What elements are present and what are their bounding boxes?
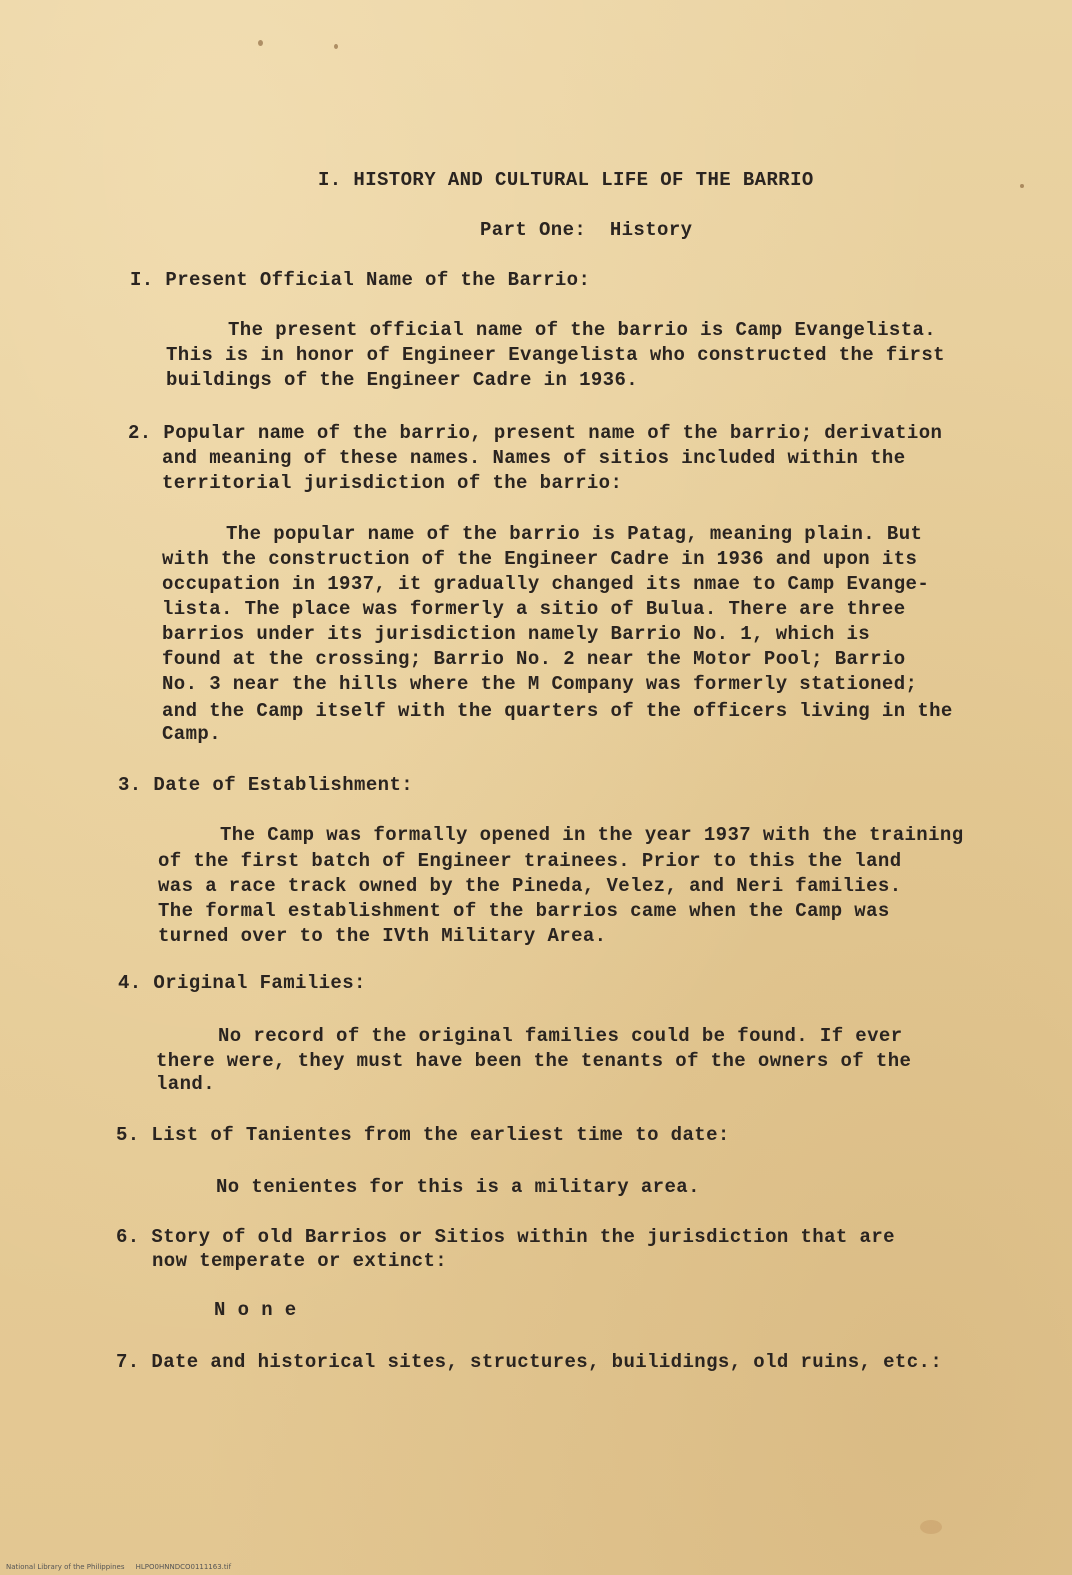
- section-2-text-line: and the Camp itself with the quarters of the officers living in the: [162, 700, 953, 722]
- section-6-heading: now temperate or extinct:: [152, 1250, 448, 1272]
- stain-mark: [1020, 184, 1024, 188]
- section-2-text-line: Camp.: [162, 723, 222, 745]
- section-2-heading: and meaning of these names. Names of sitios included within the: [162, 447, 906, 469]
- section-2-text-line: lista. The place was formerly a sitio of Bulua. There are three: [162, 598, 906, 620]
- section-2-heading: territorial jurisdiction of the barrio:: [162, 472, 623, 494]
- section-2-text-line: with the construction of the Engineer Cadre in 1936 and upon its: [162, 548, 918, 570]
- section-6-text-line: N o n e: [214, 1299, 297, 1321]
- section-5-heading: 5. List of Tanientes from the earliest time to date:: [116, 1124, 730, 1146]
- section-6-heading: 6. Story of old Barrios or Sitios within the jurisdiction that are: [116, 1226, 895, 1248]
- stain-mark: [334, 44, 338, 49]
- section-3-text-line: The Camp was formally opened in the year 1937 with the training: [220, 824, 964, 846]
- section-3-text-line: The formal establishment of the barrios came when the Camp was: [158, 900, 890, 922]
- section-2-heading: 2. Popular name of the barrio, present name of the barrio; derivation: [128, 422, 943, 444]
- section-5-text-line: No tenientes for this is a military area.: [216, 1176, 700, 1198]
- section-3-heading: 3. Date of Establishment:: [118, 774, 414, 796]
- stain-mark: [258, 40, 263, 46]
- section-1-text-line: This is in honor of Engineer Evangelista who constructed the first: [166, 344, 945, 366]
- stain-mark: [920, 1520, 942, 1534]
- section-2-text-line: No. 3 near the hills where the M Company was formerly stationed;: [162, 673, 918, 695]
- page-subtitle: Part One: History: [480, 219, 693, 241]
- section-4-text-line: land.: [156, 1073, 216, 1095]
- section-2-text-line: The popular name of the barrio is Patag, meaning plain. But: [226, 523, 923, 545]
- section-3-text-line: turned over to the IVth Military Area.: [158, 925, 607, 947]
- section-2-text-line: found at the crossing; Barrio No. 2 near the Motor Pool; Barrio: [162, 648, 906, 670]
- section-4-text-line: there were, they must have been the tenants of the owners of the: [156, 1050, 912, 1072]
- section-4-text-line: No record of the original families could be found. If ever: [218, 1025, 903, 1047]
- section-1-text-line: The present official name of the barrio is Camp Evangelista.: [228, 319, 937, 341]
- page-title: I. HISTORY AND CULTURAL LIFE OF THE BARRIO: [318, 169, 814, 191]
- section-3-text-line: was a race track owned by the Pineda, Velez, and Neri families.: [158, 875, 902, 897]
- section-2-text-line: occupation in 1937, it gradually changed its nmae to Camp Evange-: [162, 573, 930, 595]
- section-3-text-line: of the first batch of Engineer trainees. Prior to this the land: [158, 850, 902, 872]
- section-4-heading: 4. Original Families:: [118, 972, 366, 994]
- section-7-heading: 7. Date and historical sites, structures, builidings, old ruins, etc.:: [116, 1351, 943, 1373]
- section-1-text-line: buildings of the Engineer Cadre in 1936.: [166, 369, 639, 391]
- section-1-heading: I. Present Official Name of the Barrio:: [130, 269, 591, 291]
- archive-footer: National Library of the Philippines HLPO0HNNDCO0111163.tif: [6, 1563, 232, 1571]
- section-2-text-line: barrios under its jurisdiction namely Barrio No. 1, which is: [162, 623, 871, 645]
